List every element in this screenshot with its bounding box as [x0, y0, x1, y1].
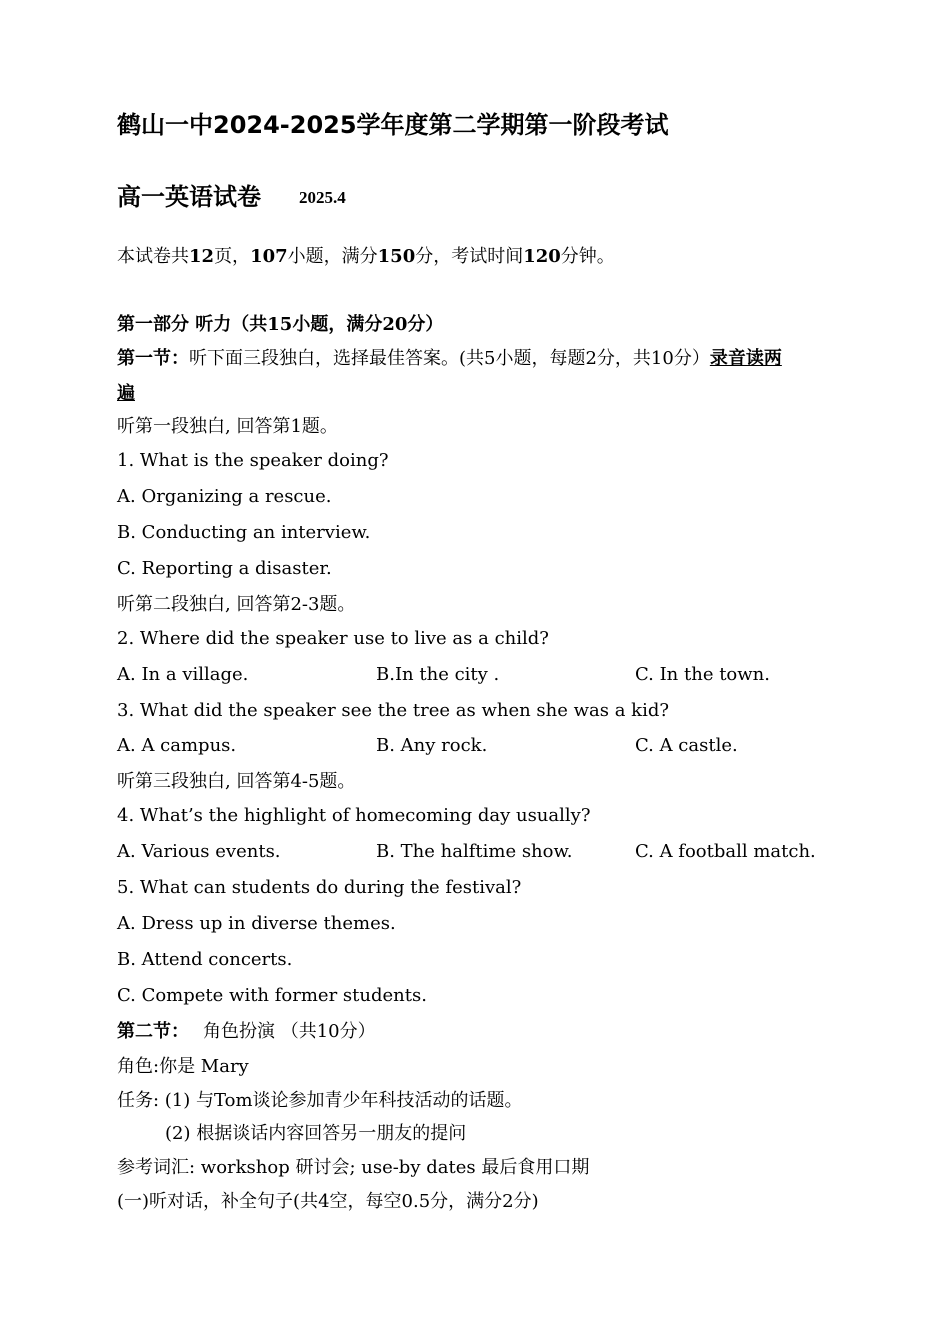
- exam-date: 2025.4: [299, 188, 346, 207]
- exam-intro: 本试卷共12页，107小题，满分150分，考试时间120分钟。: [117, 246, 615, 267]
- q4-option-b: B. The halftime show.: [376, 841, 573, 862]
- section2-heading: 第二节： 角色扮演 （共10分）: [117, 1021, 376, 1042]
- question-4: 4. What’s the highlight of homecoming day usually?: [117, 805, 591, 826]
- q5-option-c: C. Compete with former students.: [117, 985, 427, 1006]
- section1-instruction: 第一节：听下面三段独白，选择最佳答案。(共5小题，每题2分，共10分）录音读两: [117, 348, 782, 369]
- q1-option-c: C. Reporting a disaster.: [117, 558, 332, 579]
- q1-option-b: B. Conducting an interview.: [117, 522, 371, 543]
- vocab-line: 参考词汇: workshop 研讨会; use-by dates 最后食用口期: [117, 1157, 590, 1178]
- monologue-3-intro: 听第三段独白, 回答第4-5题。: [117, 771, 356, 792]
- task-line-2: (2) 根据谈话内容回答另一朋友的提问: [165, 1123, 467, 1144]
- question-2: 2. Where did the speaker use to live as a child?: [117, 628, 549, 649]
- part1-heading: 第一部分 听力（共15小题，满分20分）: [117, 314, 444, 335]
- part-a-instruction: (一)听对话，补全句子(共4空，每空0.5分，满分2分): [117, 1191, 539, 1212]
- q1-option-a: A. Organizing a rescue.: [117, 486, 332, 507]
- q2-option-c: C. In the town.: [635, 664, 770, 685]
- q3-option-a: A. A campus.: [117, 735, 237, 756]
- recording-note-cont: 遍: [117, 383, 135, 404]
- role-line: 角色:你是 Mary: [117, 1056, 249, 1077]
- q2-option-b: B.In the city .: [376, 664, 500, 685]
- exam-subtitle: [117, 182, 346, 215]
- q4-option-c: C. A football match.: [635, 841, 816, 862]
- q4-option-a: A. Various events.: [117, 841, 281, 862]
- task-line-1: 任务: (1) 与Tom谈论参加青少年科技活动的话题。: [117, 1090, 523, 1111]
- question-1: 1. What is the speaker doing?: [117, 450, 389, 471]
- question-5: 5. What can students do during the festival?: [117, 877, 522, 898]
- subject-title: 高一英语试卷: [117, 183, 261, 211]
- monologue-2-intro: 听第二段独白, 回答第2-3题。: [117, 594, 356, 615]
- recording-note: 录音读两: [709, 348, 782, 369]
- q3-option-b: B. Any rock.: [376, 735, 488, 756]
- q5-option-a: A. Dress up in diverse themes.: [117, 913, 396, 934]
- q5-option-b: B. Attend concerts.: [117, 949, 293, 970]
- q3-option-c: C. A castle.: [635, 735, 738, 756]
- q2-option-a: A. In a village.: [117, 664, 249, 685]
- question-3: 3. What did the speaker see the tree as when she was a kid?: [117, 700, 670, 721]
- monologue-1-intro: 听第一段独白, 回答第1题。: [117, 416, 338, 437]
- exam-title: 鹤山一中2024-2025学年度第二学期第一阶段考试: [117, 111, 669, 139]
